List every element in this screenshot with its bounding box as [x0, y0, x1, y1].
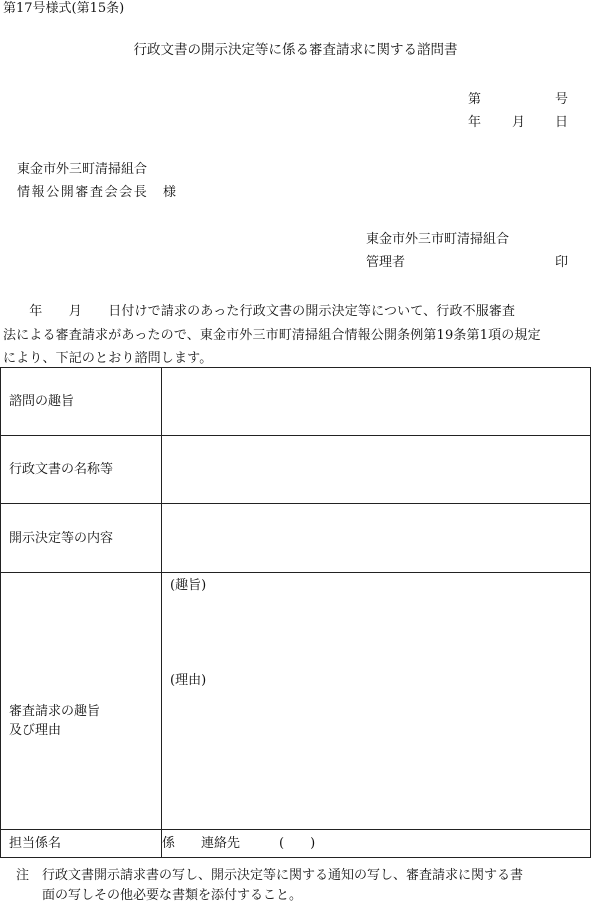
row-field-decision-content[interactable]: [162, 504, 591, 573]
body-line-3: により、下記のとおり諮問します。: [3, 351, 213, 366]
addressee-org: 東金市外三町清掃組合: [17, 162, 148, 177]
row-label-document-name: 行政文書の名称等: [1, 436, 162, 504]
purpose-sub-label: (趣旨): [170, 578, 207, 593]
sender-org: 東金市外三市町清掃組合: [366, 232, 510, 247]
document-title: 行政文書の開示決定等に係る審査請求に関する諮問書: [133, 42, 458, 58]
row-label-decision-content: 開示決定等の内容: [1, 504, 162, 573]
table-row: [1, 436, 591, 504]
request-reason-label: [9, 662, 161, 740]
date-day: 日: [555, 115, 569, 130]
reason-sub-label: (理由): [170, 673, 207, 688]
table-row: [1, 504, 591, 573]
table-row: [1, 368, 591, 436]
row-field-request-reason[interactable]: [162, 573, 591, 830]
sender-role: 管理者: [366, 255, 406, 270]
addressee-title: 情報公開審査会会長 様: [17, 185, 178, 200]
row-field-document-name[interactable]: [162, 436, 591, 504]
body-line-2: 法による審査請求があったので、東金市外三市町清掃組合情報公開条例第19条第1項の規定: [3, 328, 541, 343]
form-number: 第17号様式(第15条): [3, 1, 125, 16]
date-year: 年: [468, 115, 482, 130]
request-reason-field: [162, 573, 590, 829]
note-line-2: 面の写しその他必要な書類を添付すること。: [42, 888, 303, 903]
body-line-1: 年 月 日付けで請求のあった行政文書の開示決定等について、行政不服審査: [3, 304, 516, 319]
row-label-person-in-charge: 担当係名: [1, 830, 162, 858]
table-row: [1, 830, 591, 858]
request-reason-label-line1: 審査請求の趣旨: [9, 704, 101, 719]
note-line-1: 注 行政文書開示請求書の写し、開示決定等に関する通知の写し、審査請求に関する書: [16, 868, 524, 883]
doc-number-label: 第: [468, 92, 482, 107]
doc-number-suffix: 号: [555, 92, 569, 107]
row-label-request-reason: [1, 573, 162, 830]
row-field-contact[interactable]: 係 連絡先 ( ): [162, 830, 591, 858]
row-field-purpose[interactable]: [162, 368, 591, 436]
inquiry-form-table: [0, 367, 591, 858]
table-row: [1, 573, 591, 830]
seal-mark: 印: [555, 255, 569, 270]
row-label-purpose: 諮問の趣旨: [1, 368, 162, 436]
date-month: 月: [512, 115, 526, 130]
request-reason-label-line2: 及び理由: [9, 723, 62, 738]
